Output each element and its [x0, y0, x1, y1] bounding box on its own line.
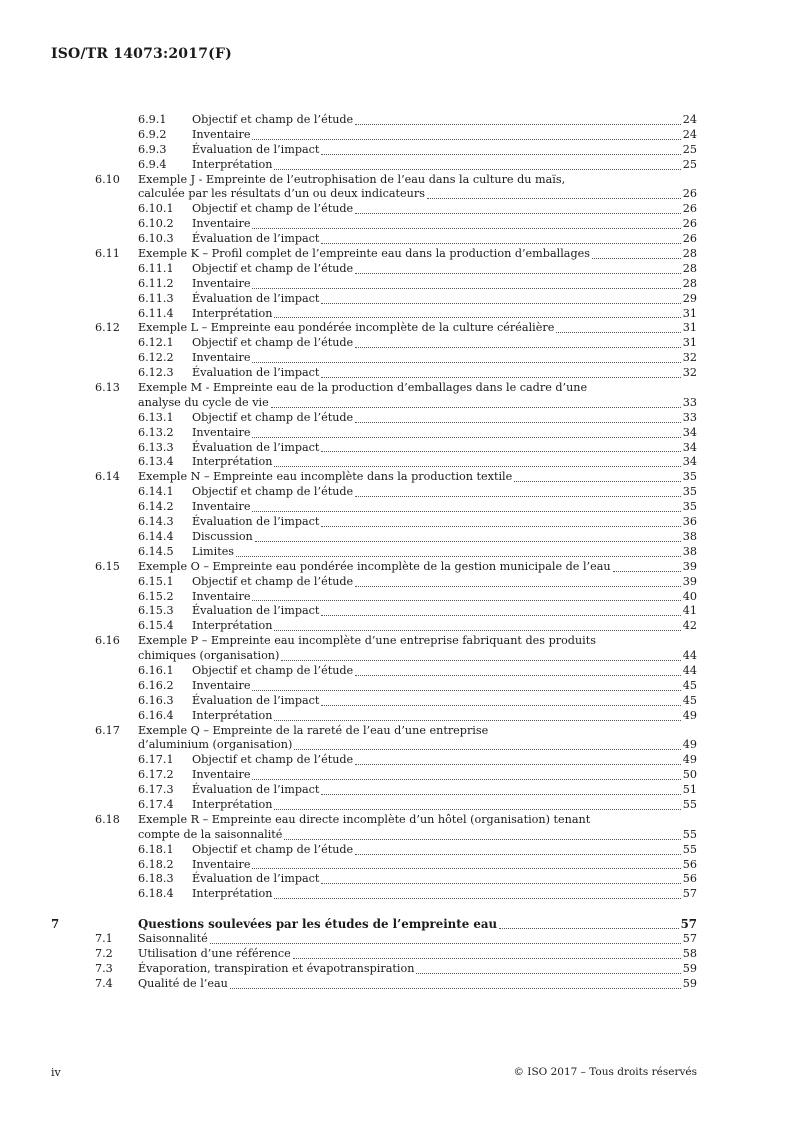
page-number: iv [51, 1066, 61, 1079]
toc-dot-leader [353, 843, 683, 858]
toc-entry-title: Interprétation [192, 797, 273, 811]
toc-entry-page: 50 [682, 768, 697, 782]
toc-entry-page: 31 [682, 336, 697, 350]
toc-entry-number: 6.15 [95, 559, 120, 573]
toc-entry-page: 49 [682, 708, 697, 722]
toc-entry-title: Interprétation [192, 157, 273, 171]
toc-entry-title: Évaluation de l’impact [192, 232, 320, 246]
toc-entry-page: 26 [682, 202, 697, 216]
toc-entry-number: 6.13.2 [138, 425, 174, 439]
toc-entry-title: Interprétation [192, 619, 273, 633]
toc-entry-title: Exemple Q – Empreinte de la rareté de l’eau d’une entreprise [138, 723, 489, 737]
toc-entry-number: 7.4 [95, 976, 113, 990]
toc-entry-number: 6.13 [95, 381, 120, 395]
toc-entry[interactable] [0, 113, 793, 128]
toc-entry-number: 6.12.2 [138, 351, 174, 365]
toc-entry[interactable] [0, 560, 793, 575]
toc-entry-page: 34 [682, 455, 697, 469]
toc-entry[interactable] [0, 247, 793, 262]
toc-entry-number: 6.14.1 [138, 485, 174, 499]
toc-entry-number: 6.10.2 [138, 217, 174, 231]
toc-dot-leader [319, 441, 682, 456]
toc-entry[interactable] [0, 753, 793, 768]
toc-entry-number: 6.17.2 [138, 768, 174, 782]
toc-dot-leader [272, 619, 682, 634]
toc-entry-page: 56 [682, 872, 697, 886]
toc-entry-number: 6.14.4 [138, 529, 174, 543]
toc-entry-number: 7.3 [95, 961, 113, 975]
toc-entry-title: d’aluminium (organisation) [138, 738, 293, 752]
toc-entry-number: 6.17.1 [138, 753, 174, 767]
toc-dot-leader [234, 545, 683, 560]
toc-entry-number: 6.16.2 [138, 678, 174, 692]
toc-entry[interactable] [0, 545, 793, 560]
toc-entry-number: 6.16.4 [138, 708, 174, 722]
toc-dot-leader [272, 887, 682, 902]
toc-entry[interactable] [0, 694, 793, 709]
toc-entry-page: 39 [682, 559, 697, 573]
toc-entry-number: 6.9.1 [138, 113, 167, 126]
toc-entry[interactable] [0, 634, 793, 649]
toc-entry[interactable] [0, 932, 793, 947]
document-header: ISO/TR 14073:2017(F) [51, 46, 232, 62]
toc-entry-page: 24 [682, 113, 697, 126]
toc-entry-page: 25 [682, 142, 697, 156]
toc-entry-page: 55 [682, 842, 697, 856]
toc-entry-number: 6.17.3 [138, 783, 174, 797]
toc-entry-title: Inventaire [192, 217, 251, 231]
toc-dot-leader [353, 575, 683, 590]
toc-entry-title: Objectif et champ de l’étude [192, 574, 354, 588]
toc-dot-leader [250, 351, 682, 366]
toc-entry-title: Objectif et champ de l’étude [192, 485, 354, 499]
toc-entry[interactable] [0, 455, 793, 470]
toc-entry[interactable] [0, 426, 793, 441]
toc-entry-title: Objectif et champ de l’étude [192, 202, 354, 216]
toc-entry-title: Évaluation de l’impact [192, 604, 320, 618]
toc-entry-title: Exemple P – Empreinte eau incomplète d’une entreprise fabriquant des produits [138, 634, 596, 648]
toc-dot-leader [590, 247, 683, 262]
toc-entry[interactable] [0, 828, 793, 843]
toc-entry-page: 38 [682, 529, 697, 543]
toc-dot-leader [292, 738, 682, 753]
toc-entry-number: 6.11.1 [138, 261, 174, 275]
toc-entry-number: 6.12.3 [138, 366, 174, 380]
toc-dot-leader [208, 932, 683, 947]
toc-entry-title: Objectif et champ de l’étude [192, 336, 354, 350]
toc-entry[interactable] [0, 366, 793, 381]
toc-entry-page: 40 [682, 589, 697, 603]
toc-entry-page: 49 [682, 753, 697, 767]
toc-dot-leader [319, 515, 682, 530]
toc-dot-leader [282, 828, 682, 843]
toc-entry-title: Utilisation d’une référence [138, 946, 291, 960]
toc-entry[interactable] [0, 292, 793, 307]
toc-dot-leader [272, 455, 682, 470]
toc-entry-title: Évaluation de l’impact [192, 440, 320, 454]
toc-entry-page: 45 [682, 693, 697, 707]
toc-entry-title: Objectif et champ de l’étude [192, 842, 354, 856]
toc-dot-leader [425, 187, 683, 202]
toc-entry-page: 56 [682, 857, 697, 871]
toc-entry-page: 59 [682, 961, 697, 975]
toc-entry-page: 49 [682, 738, 697, 752]
toc-entry-title: Questions soulevées par les études de l’empreinte eau [138, 917, 498, 932]
toc-entry[interactable] [0, 128, 793, 143]
toc-entry-number: 6.17.4 [138, 797, 174, 811]
toc-dot-leader [253, 530, 683, 545]
toc-dot-leader [353, 753, 683, 768]
toc-entry-title: Évaluation de l’impact [192, 783, 320, 797]
toc-entry-title: Évaluation de l’impact [192, 515, 320, 529]
toc-entry-page: 41 [682, 604, 697, 618]
toc-dot-leader [269, 396, 683, 411]
toc-dot-leader [250, 858, 682, 873]
toc-entry-number: 6.16 [95, 634, 120, 648]
toc-entry-title: Évaluation de l’impact [192, 291, 320, 305]
toc-entry-title: Inventaire [192, 678, 251, 692]
toc-entry-number: 6.18.2 [138, 857, 174, 871]
toc-entry[interactable] [0, 202, 793, 217]
toc-entry-page: 24 [682, 127, 697, 141]
toc-entry-title: Interprétation [192, 455, 273, 469]
toc-entry-page: 33 [682, 410, 697, 424]
toc-entry-number: 6.11.4 [138, 306, 174, 320]
toc-entry[interactable] [0, 604, 793, 619]
toc-entry[interactable] [0, 321, 793, 336]
toc-entry[interactable] [0, 187, 793, 202]
toc-dot-leader [319, 292, 682, 307]
toc-entry-number: 6.9.2 [138, 127, 167, 141]
toc-entry-number: 6.13.1 [138, 410, 174, 424]
toc-entry-number: 6.18.3 [138, 872, 174, 886]
toc-entry-page: 36 [682, 515, 697, 529]
toc-dot-leader [272, 709, 682, 724]
toc-entry-page: 55 [682, 797, 697, 811]
toc-entry-number: 6.16.3 [138, 693, 174, 707]
toc-entry-title: Évaluation de l’impact [192, 693, 320, 707]
toc-dot-leader [250, 590, 682, 605]
toc-entry-page: 35 [682, 500, 697, 514]
toc-entry[interactable] [0, 619, 793, 634]
toc-entry-number: 6.9.3 [138, 142, 167, 156]
toc-dot-leader [319, 232, 682, 247]
toc-entry[interactable] [0, 649, 793, 664]
toc-dot-leader [319, 604, 682, 619]
toc-entry[interactable] [0, 872, 793, 887]
toc-entry-title: Interprétation [192, 887, 273, 901]
toc-entry[interactable] [0, 664, 793, 679]
toc-dot-leader [250, 217, 682, 232]
toc-dot-leader [250, 426, 682, 441]
toc-entry[interactable] [0, 575, 793, 590]
toc-entry-page: 44 [682, 649, 697, 663]
toc-entry-page: 45 [682, 678, 697, 692]
toc-entry-title: Qualité de l’eau [138, 976, 228, 990]
toc-dot-leader [228, 977, 683, 992]
toc-entry[interactable] [0, 917, 793, 932]
toc-dot-leader [272, 798, 682, 813]
toc-entry-number: 6.10.1 [138, 202, 174, 216]
toc-dot-leader [319, 872, 682, 887]
toc-entry-title: Inventaire [192, 589, 251, 603]
toc-dot-leader [291, 947, 683, 962]
toc-entry-number: 7.2 [95, 946, 113, 960]
toc-entry[interactable] [0, 679, 793, 694]
toc-entry-title: Exemple R – Empreinte eau directe incomplète d’un hôtel (organisation) tenant [138, 812, 591, 826]
toc-entry[interactable] [0, 217, 793, 232]
toc-entry-page: 35 [682, 470, 697, 484]
toc-entry[interactable] [0, 947, 793, 962]
toc-dot-leader [353, 113, 683, 128]
toc-entry[interactable] [0, 724, 793, 739]
toc-entry-number: 6.10 [95, 172, 120, 186]
toc-entry-title: Interprétation [192, 708, 273, 722]
toc-entry[interactable] [0, 977, 793, 992]
toc-entry-page: 33 [682, 395, 697, 409]
toc-entry-number: 6.17 [95, 723, 120, 737]
toc-entry-page: 55 [682, 827, 697, 841]
table-of-contents [0, 113, 793, 992]
toc-dot-leader [414, 962, 682, 977]
toc-entry-page: 31 [682, 321, 697, 335]
toc-entry-title: Inventaire [192, 857, 251, 871]
toc-entry-page: 26 [682, 217, 697, 231]
toc-entry-number: 6.14 [95, 470, 120, 484]
toc-entry[interactable] [0, 887, 793, 902]
toc-entry-title: compte de la saisonnalité [138, 827, 283, 841]
toc-entry-page: 57 [682, 887, 697, 901]
toc-entry-number: 6.14.3 [138, 515, 174, 529]
toc-entry-page: 35 [682, 485, 697, 499]
toc-entry-title: Objectif et champ de l’étude [192, 753, 354, 767]
toc-entry-page: 57 [682, 932, 697, 946]
toc-entry-number: 6.10.3 [138, 232, 174, 246]
toc-entry[interactable] [0, 783, 793, 798]
toc-entry-page: 28 [682, 261, 697, 275]
toc-entry-page: 39 [682, 574, 697, 588]
toc-entry-title: Limites [192, 544, 235, 558]
toc-spacer [0, 902, 793, 917]
toc-entry-number: 6.15.4 [138, 619, 174, 633]
toc-entry-page: 38 [682, 544, 697, 558]
toc-entry-page: 44 [682, 663, 697, 677]
toc-entry-number: 6.11 [95, 247, 120, 261]
toc-entry-title: Inventaire [192, 276, 251, 290]
toc-entry[interactable] [0, 143, 793, 158]
toc-entry-title: Exemple L – Empreinte eau pondérée incomplète de la culture céréalière [138, 321, 555, 335]
toc-entry[interactable] [0, 590, 793, 605]
toc-entry[interactable] [0, 962, 793, 977]
toc-dot-leader [512, 470, 683, 485]
toc-entry-title: Discussion [192, 529, 253, 543]
toc-entry-number: 6.18 [95, 812, 120, 826]
toc-dot-leader [250, 128, 682, 143]
toc-entry-number: 6.9.4 [138, 157, 167, 171]
toc-entry-title: Objectif et champ de l’étude [192, 410, 354, 424]
toc-entry[interactable] [0, 277, 793, 292]
toc-entry[interactable] [0, 500, 793, 515]
toc-entry-number: 6.13.3 [138, 440, 174, 454]
toc-entry-number: 6.15.1 [138, 574, 174, 588]
toc-entry-title: analyse du cycle de vie [138, 395, 269, 409]
toc-entry-page: 25 [682, 157, 697, 171]
toc-entry-page: 29 [682, 291, 697, 305]
toc-entry-title: Objectif et champ de l’étude [192, 261, 354, 275]
toc-entry[interactable] [0, 530, 793, 545]
toc-entry[interactable] [0, 336, 793, 351]
toc-entry[interactable] [0, 485, 793, 500]
toc-entry-number: 6.18.1 [138, 842, 174, 856]
toc-entry-page: 28 [682, 276, 697, 290]
toc-entry-title: Évaluation de l’impact [192, 366, 320, 380]
toc-entry-page: 51 [682, 783, 697, 797]
toc-dot-leader [611, 560, 683, 575]
toc-dot-leader [353, 485, 683, 500]
toc-dot-leader [319, 143, 682, 158]
toc-entry[interactable] [0, 381, 793, 396]
toc-entry-title: Inventaire [192, 351, 251, 365]
toc-entry-title: Interprétation [192, 306, 273, 320]
toc-entry[interactable] [0, 232, 793, 247]
toc-dot-leader [353, 411, 683, 426]
toc-entry-number: 7 [51, 917, 60, 932]
toc-entry-page: 32 [682, 366, 697, 380]
toc-entry-title: Objectif et champ de l’étude [192, 113, 354, 126]
toc-entry-title: calculée par les résultats d’un ou deux indicateurs [138, 187, 425, 201]
toc-entry-page: 26 [682, 187, 697, 201]
toc-entry-page: 34 [682, 425, 697, 439]
toc-entry-title: Exemple O – Empreinte eau pondérée incomplète de la gestion municipale de l’eau [138, 559, 611, 573]
toc-entry[interactable] [0, 307, 793, 322]
toc-dot-leader [319, 783, 682, 798]
toc-entry-page: 59 [682, 976, 697, 990]
toc-entry[interactable] [0, 158, 793, 173]
toc-dot-leader [319, 694, 682, 709]
toc-entry[interactable] [0, 798, 793, 813]
toc-entry-title: Inventaire [192, 500, 251, 514]
toc-entry-page: 28 [682, 247, 697, 261]
toc-entry-page: 57 [680, 917, 697, 932]
toc-entry-number: 6.18.4 [138, 887, 174, 901]
toc-entry[interactable] [0, 396, 793, 411]
toc-entry-title: Exemple M - Empreinte eau de la production d’emballages dans le cadre d’une [138, 381, 588, 395]
toc-entry-title: Inventaire [192, 768, 251, 782]
toc-dot-leader [554, 321, 682, 336]
toc-entry[interactable] [0, 858, 793, 873]
toc-dot-leader [353, 262, 683, 277]
toc-entry[interactable] [0, 441, 793, 456]
toc-dot-leader [279, 649, 682, 664]
toc-entry[interactable] [0, 515, 793, 530]
toc-dot-leader [272, 158, 682, 173]
toc-entry-page: 26 [682, 232, 697, 246]
toc-entry[interactable] [0, 709, 793, 724]
toc-dot-leader [353, 336, 683, 351]
toc-entry-number: 6.16.1 [138, 663, 174, 677]
toc-dot-leader [250, 679, 682, 694]
toc-dot-leader [272, 307, 682, 322]
toc-entry-page: 32 [682, 351, 697, 365]
toc-dot-leader [319, 366, 682, 381]
toc-dot-leader [250, 768, 682, 783]
toc-entry-title: Évaluation de l’impact [192, 142, 320, 156]
toc-entry-title: Évaluation de l’impact [192, 872, 320, 886]
toc-dot-leader [497, 917, 681, 932]
toc-dot-leader [353, 202, 683, 217]
toc-entry[interactable] [0, 768, 793, 783]
toc-entry-number: 7.1 [95, 932, 113, 946]
toc-entry[interactable] [0, 173, 793, 188]
toc-entry[interactable] [0, 843, 793, 858]
toc-entry-number: 6.11.2 [138, 276, 174, 290]
toc-entry-number: 6.12.1 [138, 336, 174, 350]
toc-entry-title: Saisonnalité [138, 932, 208, 946]
toc-entry[interactable] [0, 813, 793, 828]
toc-entry-number: 6.15.3 [138, 604, 174, 618]
toc-entry-page: 31 [682, 306, 697, 320]
toc-entry-title: chimiques (organisation) [138, 649, 280, 663]
toc-entry[interactable] [0, 262, 793, 277]
toc-entry[interactable] [0, 411, 793, 426]
toc-entry-number: 6.13.4 [138, 455, 174, 469]
toc-entry-number: 6.15.2 [138, 589, 174, 603]
toc-entry-title: Exemple K – Profil complet de l’empreinte eau dans la production d’emballages [138, 247, 590, 261]
toc-dot-leader [250, 500, 682, 515]
toc-entry-title: Inventaire [192, 127, 251, 141]
toc-entry-page: 58 [682, 946, 697, 960]
toc-entry-number: 6.14.2 [138, 500, 174, 514]
toc-dot-leader [353, 664, 683, 679]
toc-entry-title: Évaporation, transpiration et évapotranspiration [138, 961, 415, 975]
toc-entry-page: 34 [682, 440, 697, 454]
toc-entry-number: 6.11.3 [138, 291, 174, 305]
toc-entry-title: Inventaire [192, 425, 251, 439]
toc-entry[interactable] [0, 738, 793, 753]
toc-dot-leader [250, 277, 682, 292]
toc-entry-title: Exemple N – Empreinte eau incomplète dans la production textile [138, 470, 513, 484]
toc-entry-title: Objectif et champ de l’étude [192, 663, 354, 677]
toc-entry[interactable] [0, 351, 793, 366]
toc-entry[interactable] [0, 470, 793, 485]
toc-entry-title: Exemple J - Empreinte de l’eutrophisation de l’eau dans la culture du maïs, [138, 172, 566, 186]
toc-entry-number: 6.14.5 [138, 544, 174, 558]
toc-entry-number: 6.12 [95, 321, 120, 335]
copyright-notice: © ISO 2017 – Tous droits réservés [513, 1066, 697, 1078]
toc-entry-page: 42 [682, 619, 697, 633]
